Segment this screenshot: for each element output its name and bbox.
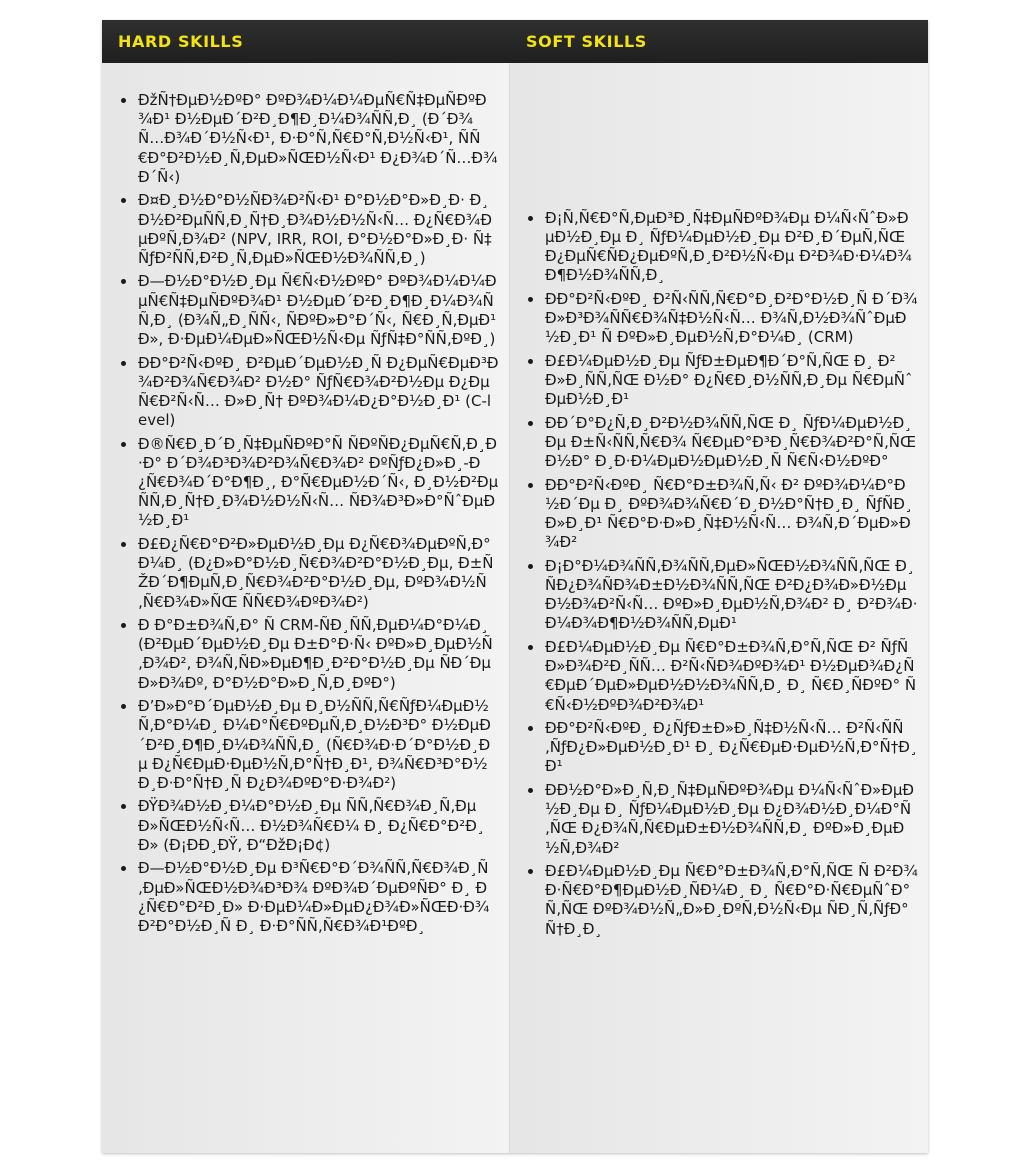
list-item: ÐŸÐ¾Ð½Ð¸Ð¼Ð°Ð½Ð¸Ðµ ÑÑ‚Ñ€Ð¾Ð¸Ñ‚ÐµÐ»ÑŒÐ½Ñ‹Ñ… Ð½Ð¾Ñ€Ð¼ Ð¸ Ð¿Ñ€Ð°Ð²Ð¸Ð» (Ð¡ÐÐ¸ÐŸ, Ð“ÐžÐ¡Ð¢) bbox=[138, 797, 509, 855]
list-item: Ð£Ð¿Ñ€Ð°Ð²Ð»ÐµÐ½Ð¸Ðµ Ð¿Ñ€Ð¾ÐµÐºÑ‚Ð°Ð¼Ð¸ (Ð¿Ð»Ð°Ð½Ð¸Ñ€Ð¾Ð²Ð°Ð½Ð¸Ðµ, Ð±ÑŽÐ´Ð¶ÐµÑ‚Ð¸Ñ€Ð¾Ð²Ð°Ð½Ð¸Ðµ, ÐºÐ¾Ð½Ñ‚Ñ€Ð¾Ð»ÑŒ ÑÑ€Ð¾ÐºÐ¾Ð²) bbox=[138, 535, 509, 612]
hard-skills-heading: HARD SKILLS bbox=[118, 32, 244, 51]
list-item: ÐÐ°Ð²Ñ‹ÐºÐ¸ Ð²Ñ‹ÑÑ‚Ñ€Ð°Ð¸Ð²Ð°Ð½Ð¸Ñ Ð´Ð¾Ð»Ð³Ð¾ÑÑ€Ð¾Ñ‡Ð½Ñ‹Ñ… Ð¾Ñ‚Ð½Ð¾ÑˆÐµÐ½Ð¸Ð¹ Ñ ÐºÐ»Ð¸ÐµÐ½Ñ‚Ð°Ð¼Ð¸ (CRM) bbox=[545, 290, 928, 348]
list-item: Ð¡Ñ‚Ñ€Ð°Ñ‚ÐµÐ³Ð¸Ñ‡ÐµÑÐºÐ¾Ðµ Ð¼Ñ‹ÑˆÐ»ÐµÐ½Ð¸Ðµ Ð¸ ÑƒÐ¼ÐµÐ½Ð¸Ðµ Ð²Ð¸Ð´ÐµÑ‚ÑŒ Ð¿ÐµÑ€ÑÐ¿ÐµÐºÑ‚Ð¸Ð²Ð½Ñ‹Ðµ Ð²Ð¾Ð·Ð¼Ð¾Ð¶Ð½Ð¾ÑÑ‚Ð¸ bbox=[545, 209, 928, 286]
list-item: ÐÐ½Ð°Ð»Ð¸Ñ‚Ð¸Ñ‡ÐµÑÐºÐ¾Ðµ Ð¼Ñ‹ÑˆÐ»ÐµÐ½Ð¸Ðµ Ð¸ ÑƒÐ¼ÐµÐ½Ð¸Ðµ Ð¿Ð¾Ð½Ð¸Ð¼Ð°Ñ‚ÑŒ Ð¿Ð¾Ñ‚Ñ€ÐµÐ±Ð½Ð¾ÑÑ‚Ð¸ ÐºÐ»Ð¸ÐµÐ½Ñ‚Ð¾Ð² bbox=[545, 781, 928, 858]
list-item: Ð Ð°Ð±Ð¾Ñ‚Ð° Ñ CRM-ÑÐ¸ÑÑ‚ÐµÐ¼Ð°Ð¼Ð¸ (Ð²ÐµÐ´ÐµÐ½Ð¸Ðµ Ð±Ð°Ð·Ñ‹ ÐºÐ»Ð¸ÐµÐ½Ñ‚Ð¾Ð², Ð¾Ñ‚ÑÐ»ÐµÐ¶Ð¸Ð²Ð°Ð½Ð¸Ðµ ÑÐ´ÐµÐ»Ð¾Ðº, Ð°Ð½Ð°Ð»Ð¸Ñ‚Ð¸ÐºÐ°) bbox=[138, 616, 509, 693]
list-item: Ð®Ñ€Ð¸Ð´Ð¸Ñ‡ÐµÑÐºÐ°Ñ ÑÐºÑÐ¿ÐµÑ€Ñ‚Ð¸Ð·Ð° Ð´Ð¾Ð³Ð¾Ð²Ð¾Ñ€Ð¾Ð² ÐºÑƒÐ¿Ð»Ð¸-Ð¿Ñ€Ð¾Ð´Ð°Ð¶Ð¸, Ð°Ñ€ÐµÐ½Ð´Ñ‹, Ð¸Ð½Ð²ÐµÑÑ‚Ð¸Ñ†Ð¸Ð¾Ð½Ð½Ñ‹Ñ… ÑÐ¾Ð³Ð»Ð°ÑˆÐµÐ½Ð¸Ð¹ bbox=[138, 435, 509, 531]
list-item: Ð¤Ð¸Ð½Ð°Ð½ÑÐ¾Ð²Ñ‹Ð¹ Ð°Ð½Ð°Ð»Ð¸Ð· Ð¸Ð½Ð²ÐµÑÑ‚Ð¸Ñ†Ð¸Ð¾Ð½Ð½Ñ‹Ñ… Ð¿Ñ€Ð¾ÐµÐºÑ‚Ð¾Ð² (NPV, IRR, ROI, Ð°Ð½Ð°Ð»Ð¸Ð· Ñ‡ÑƒÐ²ÑÑ‚Ð²Ð¸Ñ‚ÐµÐ»ÑŒÐ½Ð¾ÑÑ‚Ð¸) bbox=[138, 191, 509, 268]
table-header bbox=[102, 20, 928, 63]
soft-skills-heading: SOFT SKILLS bbox=[526, 32, 647, 51]
list-item: Ð¡Ð°Ð¼Ð¾ÑÑ‚Ð¾ÑÑ‚ÐµÐ»ÑŒÐ½Ð¾ÑÑ‚ÑŒ Ð¸ ÑÐ¿Ð¾ÑÐ¾Ð±Ð½Ð¾ÑÑ‚ÑŒ Ð²Ð¿Ð¾Ð»Ð½Ðµ Ð½Ð¾Ð²Ñ‹Ñ… ÐºÐ»Ð¸ÐµÐ½Ñ‚Ð¾Ð² Ð¸ Ð²Ð¾Ð·Ð¼Ð¾Ð¶Ð½Ð¾ÑÑ‚ÐµÐ¹ bbox=[545, 557, 928, 634]
list-item: Ð—Ð½Ð°Ð½Ð¸Ðµ Ñ€Ñ‹Ð½ÐºÐ° ÐºÐ¾Ð¼Ð¼ÐµÑ€Ñ‡ÐµÑÐºÐ¾Ð¹ Ð½ÐµÐ´Ð²Ð¸Ð¶Ð¸Ð¼Ð¾ÑÑ‚Ð¸ (Ð¾Ñ„Ð¸ÑÑ‹, ÑÐºÐ»Ð°Ð´Ñ‹, Ñ€Ð¸Ñ‚ÐµÐ¹Ð», Ð·ÐµÐ¼ÐµÐ»ÑŒÐ½Ñ‹Ðµ ÑƒÑ‡Ð°ÑÑ‚ÐºÐ¸) bbox=[138, 272, 509, 349]
hard-skills-column bbox=[102, 63, 510, 1153]
list-item: Ð£Ð¼ÐµÐ½Ð¸Ðµ Ñ€Ð°Ð±Ð¾Ñ‚Ð°Ñ‚ÑŒ Ð² ÑƒÑÐ»Ð¾Ð²Ð¸ÑÑ… Ð²Ñ‹ÑÐ¾ÐºÐ¾Ð¹ Ð½ÐµÐ¾Ð¿Ñ€ÐµÐ´ÐµÐ»ÐµÐ½Ð½Ð¾ÑÑ‚Ð¸ Ð¸ Ñ€Ð¸ÑÐºÐ° Ñ€Ñ‹Ð½ÐºÐ¾Ð²Ð¾Ð¹ bbox=[545, 638, 928, 715]
skills-table bbox=[102, 20, 928, 1153]
list-item: ÐÐ´Ð°Ð¿Ñ‚Ð¸Ð²Ð½Ð¾ÑÑ‚ÑŒ Ð¸ ÑƒÐ¼ÐµÐ½Ð¸Ðµ Ð±Ñ‹ÑÑ‚Ñ€Ð¾ Ñ€ÐµÐ°Ð³Ð¸Ñ€Ð¾Ð²Ð°Ñ‚ÑŒ Ð½Ð° Ð¸Ð·Ð¼ÐµÐ½ÐµÐ½Ð¸Ñ Ñ€Ñ‹Ð½ÐºÐ° bbox=[545, 414, 928, 472]
list-item: ÐÐ°Ð²Ñ‹ÐºÐ¸ Ñ€Ð°Ð±Ð¾Ñ‚Ñ‹ Ð² ÐºÐ¾Ð¼Ð°Ð½Ð´Ðµ Ð¸ ÐºÐ¾Ð¾Ñ€Ð´Ð¸Ð½Ð°Ñ†Ð¸Ð¸ ÑƒÑÐ¸Ð»Ð¸Ð¹ Ñ€Ð°Ð·Ð»Ð¸Ñ‡Ð½Ñ‹Ñ… Ð¾Ñ‚Ð´ÐµÐ»Ð¾Ð² bbox=[545, 476, 928, 553]
list-item: ÐÐ°Ð²Ñ‹ÐºÐ¸ Ð¿ÑƒÐ±Ð»Ð¸Ñ‡Ð½Ñ‹Ñ… Ð²Ñ‹ÑÑ‚ÑƒÐ¿Ð»ÐµÐ½Ð¸Ð¹ Ð¸ Ð¿Ñ€ÐµÐ·ÐµÐ½Ñ‚Ð°Ñ†Ð¸Ð¹ bbox=[545, 719, 928, 777]
table-body bbox=[102, 63, 928, 1153]
list-item: ÐÐ°Ð²Ñ‹ÐºÐ¸ Ð²ÐµÐ´ÐµÐ½Ð¸Ñ Ð¿ÐµÑ€ÐµÐ³Ð¾Ð²Ð¾Ñ€Ð¾Ð² Ð½Ð° ÑƒÑ€Ð¾Ð²Ð½Ðµ Ð¿ÐµÑ€Ð²Ñ‹Ñ… Ð»Ð¸Ñ† ÐºÐ¾Ð¼Ð¿Ð°Ð½Ð¸Ð¹ (C-level) bbox=[138, 354, 509, 431]
list-item: Ð’Ð»Ð°Ð´ÐµÐ½Ð¸Ðµ Ð¸Ð½ÑÑ‚Ñ€ÑƒÐ¼ÐµÐ½Ñ‚Ð°Ð¼Ð¸ Ð¼Ð°Ñ€ÐºÐµÑ‚Ð¸Ð½Ð³Ð° Ð½ÐµÐ´Ð²Ð¸Ð¶Ð¸Ð¼Ð¾ÑÑ‚Ð¸ (Ñ€Ð¾Ð·Ð´Ð°Ð½Ð¸Ðµ Ð¿Ñ€ÐµÐ·ÐµÐ½Ñ‚Ð°Ñ†Ð¸Ð¹, Ð¾Ñ€Ð³Ð°Ð½Ð¸Ð·Ð°Ñ†Ð¸Ñ Ð¿Ð¾ÐºÐ°Ð·Ð¾Ð²) bbox=[138, 697, 509, 793]
list-item: Ð—Ð½Ð°Ð½Ð¸Ðµ Ð³Ñ€Ð°Ð´Ð¾ÑÑ‚Ñ€Ð¾Ð¸Ñ‚ÐµÐ»ÑŒÐ½Ð¾Ð³Ð¾ ÐºÐ¾Ð´ÐµÐºÑÐ° Ð¸ Ð¿Ñ€Ð°Ð²Ð¸Ð» Ð·ÐµÐ¼Ð»ÐµÐ¿Ð¾Ð»ÑŒÐ·Ð¾Ð²Ð°Ð½Ð¸Ñ Ð¸ Ð·Ð°ÑÑ‚Ñ€Ð¾Ð¹ÐºÐ¸ bbox=[138, 859, 509, 936]
soft-skills-column bbox=[510, 63, 928, 1153]
soft-skills-list bbox=[510, 209, 928, 943]
list-item: Ð£Ð¼ÐµÐ½Ð¸Ðµ ÑƒÐ±ÐµÐ¶Ð´Ð°Ñ‚ÑŒ Ð¸ Ð²Ð»Ð¸ÑÑ‚ÑŒ Ð½Ð° Ð¿Ñ€Ð¸Ð½ÑÑ‚Ð¸Ðµ Ñ€ÐµÑˆÐµÐ½Ð¸Ð¹ bbox=[545, 352, 928, 410]
list-item: ÐžÑ†ÐµÐ½ÐºÐ° ÐºÐ¾Ð¼Ð¼ÐµÑ€Ñ‡ÐµÑÐºÐ¾Ð¹ Ð½ÐµÐ´Ð²Ð¸Ð¶Ð¸Ð¼Ð¾ÑÑ‚Ð¸ (Ð´Ð¾Ñ…Ð¾Ð´Ð½Ñ‹Ð¹, Ð·Ð°Ñ‚Ñ€Ð°Ñ‚Ð½Ñ‹Ð¹, ÑÑ€Ð°Ð²Ð½Ð¸Ñ‚ÐµÐ»ÑŒÐ½Ñ‹Ð¹ Ð¿Ð¾Ð´Ñ…Ð¾Ð´Ñ‹) bbox=[138, 91, 509, 187]
hard-skills-list bbox=[102, 91, 509, 936]
list-item: Ð£Ð¼ÐµÐ½Ð¸Ðµ Ñ€Ð°Ð±Ð¾Ñ‚Ð°Ñ‚ÑŒ Ñ Ð²Ð¾Ð·Ñ€Ð°Ð¶ÐµÐ½Ð¸ÑÐ¼Ð¸ Ð¸ Ñ€Ð°Ð·Ñ€ÐµÑˆÐ°Ñ‚ÑŒ ÐºÐ¾Ð½Ñ„Ð»Ð¸ÐºÑ‚Ð½Ñ‹Ðµ ÑÐ¸Ñ‚ÑƒÐ°Ñ†Ð¸Ð¸ bbox=[545, 862, 928, 939]
